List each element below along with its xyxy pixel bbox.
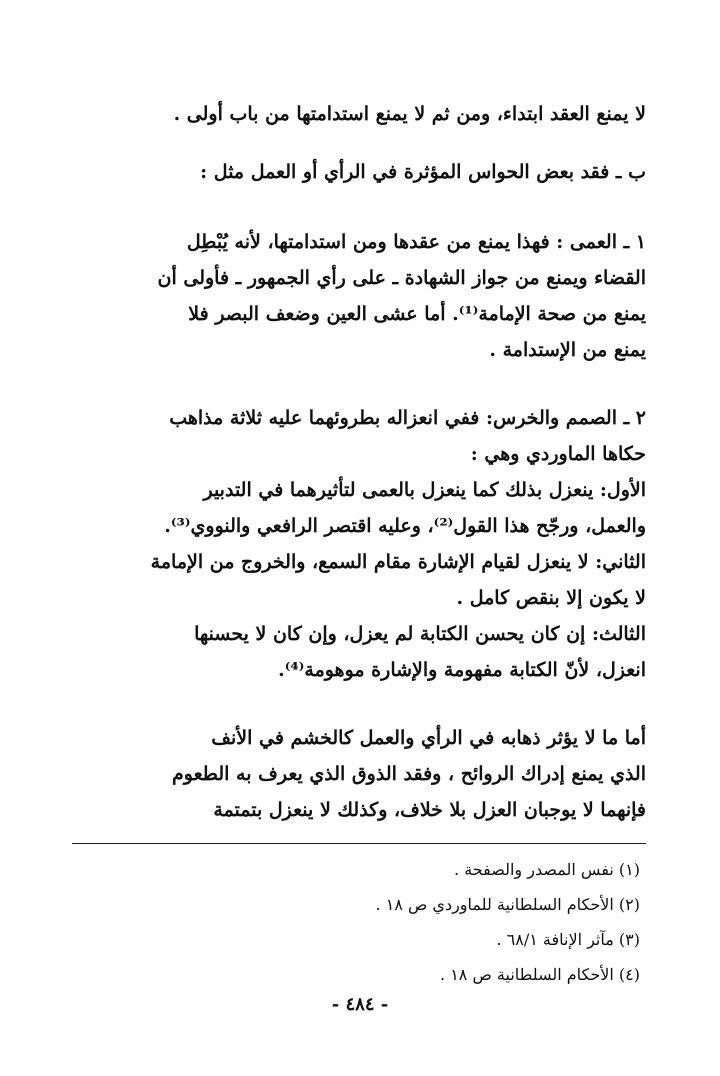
footnote: (٤) الأحكام السلطانية ص ١٨ . (440, 965, 640, 984)
text-line: لا يمنع العقد ابتداء، ومن ثم لا يمنع استدامتها من باب أولى . (173, 103, 646, 125)
footnote-divider (72, 843, 646, 844)
footnotes (80, 852, 640, 992)
text-line: الذي يمنع إدراك الروائح ، وفقد الذوق الذي يعرف به الطعوم (172, 763, 646, 785)
text-line: الأول: ينعزل بذلك كما ينعزل بالعمى لتأثيرهما في التدبير (203, 479, 646, 501)
footnote: (٣) مآثر الإنافة ٦٨/١ . (496, 930, 640, 949)
text-line: يمنع من صحة الإمامة⁽¹⁾. أما عشى العين وضعف البصر فلا (188, 303, 646, 325)
paragraph-gap (64, 688, 646, 720)
text-line: القضاء ويمنع من جواز الشهادة ـ على رأي الجمهور ـ فأولى أن (157, 267, 646, 289)
paragraph-gap (64, 368, 646, 400)
text-line: والعمل، ورجّح هذا القول⁽²⁾، وعليه اقتصر الرافعي والنووي⁽³⁾. (164, 515, 646, 537)
paragraph-gap (64, 132, 646, 154)
footnote: (١) نفس المصدر والصفحة . (454, 860, 640, 879)
section-heading: ب ـ فقد بعض الحواس المؤثرة في الرأي أو العمل مثل : (200, 161, 646, 183)
text-line: فإنهما لا يوجبان العزل بلا خلاف، وكذلك لا ينعزل بتمتمة (213, 799, 646, 821)
text-line: حكاها الماوردي وهي : (470, 443, 646, 465)
text-line: الثاني: لا ينعزل لقيام الإشارة مقام السمع، والخروج من الإمامة (150, 551, 646, 573)
text-line: يمنع من الإستدامة . (489, 339, 646, 361)
page-body (64, 96, 646, 828)
text-line: الثالث: إن كان يحسن الكتابة لم يعزل، وإن كان لا يحسنها (194, 623, 646, 645)
text-line: أما ما لا يؤثر ذهابه في الرأي والعمل كالخشم في الأنف (211, 727, 646, 749)
text-line: لا يكون إلا بنقص كامل . (456, 587, 646, 609)
text-line: انعزل، لأنّ الكتابة مفهومة والإشارة موهومة⁽⁴⁾. (278, 659, 646, 681)
text-line: ١ ـ العمى : فهذا يمنع من عقدها ومن استدامتها، لأنه يُبْطِل (186, 231, 646, 253)
text-line: ٢ ـ الصمم والخرس: ففي انعزاله بطروئهما عليه ثلاثة مذاهب (169, 407, 646, 429)
paragraph-gap (64, 190, 646, 224)
page-number: - ٤٨٤ - (331, 994, 389, 1015)
footnote: (٢) الأحكام السلطانية للماوردي ص ١٨ . (375, 895, 640, 914)
